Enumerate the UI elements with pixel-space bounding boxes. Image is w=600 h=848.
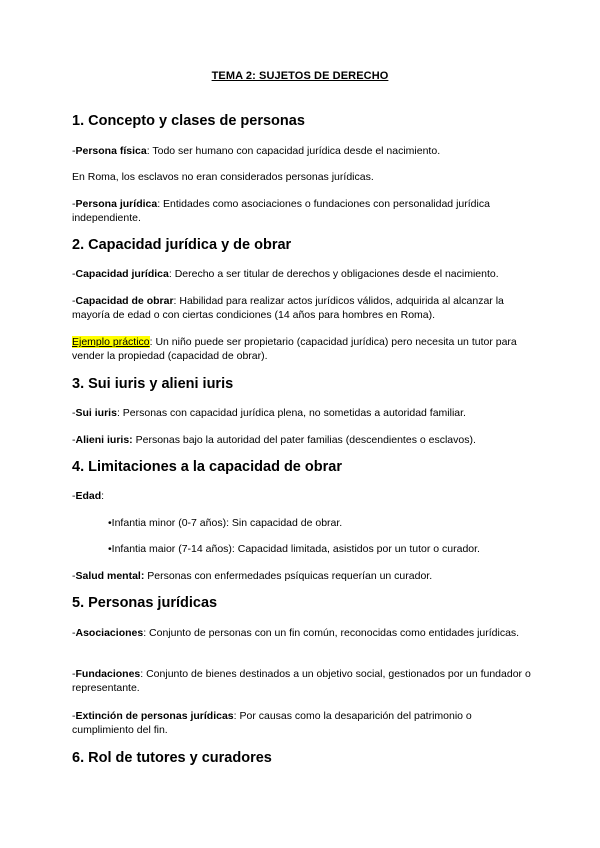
- term-sui-iuris: Sui iuris: [75, 407, 117, 419]
- paragraph-capacidad-obrar: -Capacidad de obrar: Habilidad para realizar actos jurídicos válidos, adquirida al alcanzar la mayoría de edad o con ciertas condiciones (14 años para hombres en Roma).: [72, 295, 504, 321]
- term-alieni-iuris: Alieni iuris:: [75, 434, 133, 446]
- term-fundaciones: Fundaciones: [75, 668, 141, 680]
- term-capacidad-juridica: Capacidad jurídica: [75, 268, 169, 280]
- term-salud-mental: Salud mental:: [75, 570, 145, 582]
- paragraph-salud-mental: -Salud mental: Personas con enfermedades psíquicas requerían un curador.: [72, 570, 433, 582]
- paragraph-asociaciones: -Asociaciones: Conjunto de personas con un fin común, reconocidas como entidades jurídicas.: [72, 627, 520, 639]
- paragraph-alieni-iuris: -Alieni iuris: Personas bajo la autoridad del pater familias (descendientes o esclavos).: [72, 434, 476, 446]
- paragraph-capacidad-juridica: -Capacidad jurídica: Derecho a ser titular de derechos y obligaciones desde el nacimiento.: [72, 268, 499, 280]
- section-3-heading: 3. Sui iuris y alieni iuris: [72, 376, 234, 392]
- paragraph-fundaciones: -Fundaciones: Conjunto de bienes destinados a un objetivo social, gestionados por un fundador o representante.: [72, 668, 531, 694]
- paragraph-persona-fisica: -Persona física: Todo ser humano con capacidad jurídica desde el nacimiento.: [72, 145, 441, 157]
- term-edad: Edad: [75, 490, 102, 502]
- section-4-heading: 4. Limitaciones a la capacidad de obrar: [72, 459, 342, 475]
- paragraph-ejemplo-practico: Ejemplo práctico: Un niño puede ser propietario (capacidad jurídica) pero necesita un tutor para vender la propiedad (capacidad de obrar).: [72, 336, 517, 362]
- term-extincion: Extinción de personas jurídicas: [75, 710, 234, 722]
- bullet-infantia-maior: •Infantia maior (7-14 años): Capacidad limitada, asistidos por un tutor o curador.: [108, 543, 480, 555]
- section-2-heading: 2. Capacidad jurídica y de obrar: [72, 237, 292, 253]
- section-1-heading: 1. Concepto y clases de personas: [72, 113, 305, 129]
- highlight-ejemplo-practico: Ejemplo práctico: [72, 336, 150, 348]
- term-persona-juridica: Persona jurídica: [75, 198, 158, 210]
- paragraph-persona-juridica: -Persona jurídica: Entidades como asociaciones o fundaciones con personalidad jurídica independiente.: [72, 198, 490, 224]
- paragraph-sui-iuris: -Sui iuris: Personas con capacidad jurídica plena, no sometidas a autoridad familiar.: [72, 407, 466, 419]
- section-6-heading: 6. Rol de tutores y curadores: [72, 750, 272, 766]
- paragraph-extincion: -Extinción de personas jurídicas: Por causas como la desaparición del patrimonio o cumplimiento del fin.: [72, 710, 472, 736]
- term-persona-fisica: Persona física: [75, 145, 147, 157]
- term-asociaciones: Asociaciones: [75, 627, 144, 639]
- section-5-heading: 5. Personas jurídicas: [72, 595, 218, 611]
- bullet-infantia-minor: •Infantia minor (0-7 años): Sin capacidad de obrar.: [108, 517, 343, 529]
- document-title: TEMA 2: SUJETOS DE DERECHO: [211, 70, 389, 82]
- term-capacidad-obrar: Capacidad de obrar: [75, 295, 174, 307]
- paragraph-esclavos-roma: En Roma, los esclavos no eran considerados personas jurídicas.: [72, 171, 374, 183]
- paragraph-edad: -Edad:: [72, 490, 105, 502]
